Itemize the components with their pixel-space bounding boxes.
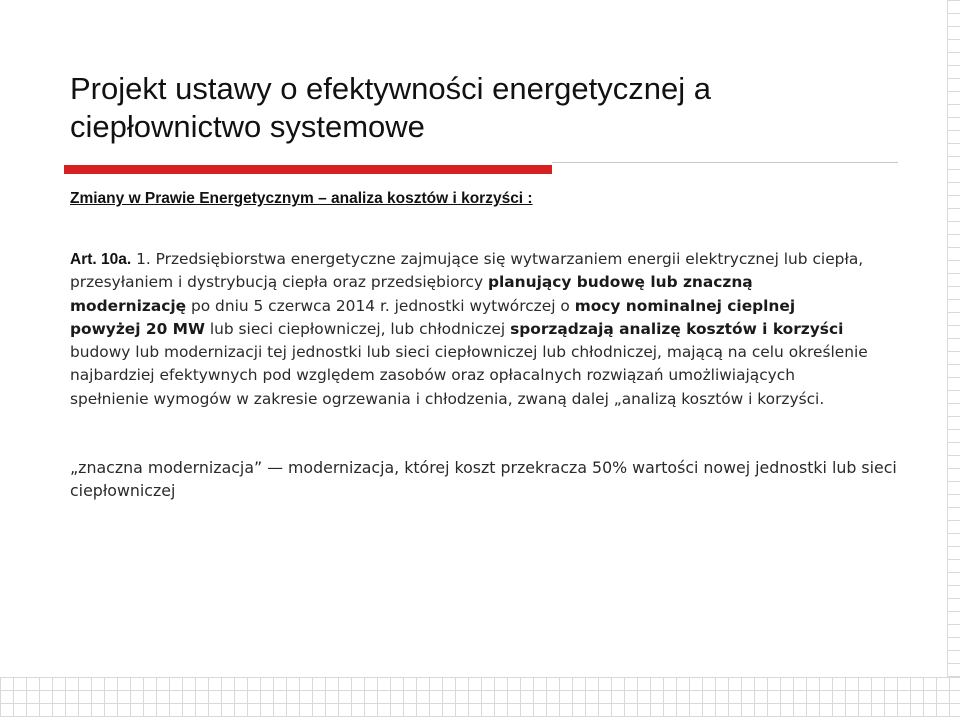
slide-title-line-1: Projekt ustawy o efektywności energetycznej a (70, 71, 711, 106)
grid-pattern-bottom (0, 677, 960, 717)
article-segment-2: po dniu 5 czerwca 2014 r. jednostki wytwórczej o (186, 296, 575, 315)
slide-title (70, 70, 920, 146)
definition-text: „znaczna modernizacja” — modernizacja, której koszt przekracza 50% wartości nowej jednostki lub sieci ciepłowniczej (70, 458, 897, 500)
article-segment-1: 1. Przedsiębiorstwa energetyczne zajmujące się wytwarzaniem energii elektrycznej lub ciepła, przesyłaniem i dystrybucją ciepła oraz przedsiębiorcy (70, 250, 864, 292)
slide-title-line-2: ciepłownictwo systemowe (70, 109, 425, 144)
grid-pattern-right (947, 0, 960, 717)
article-segment-4: budowy lub modernizacji tej jednostki lub sieci ciepłowniczej lub chłodniczej, mającą na celu określenie najbardziej efektywnych pod względem zasobów oraz opłacalnych rozwiązań umożliwiających spełnienie wymogów w zakresie ogrzewania i chłodzenia, zwaną dalej „analizą kosztów i korzyści. (70, 343, 868, 408)
article-bold-2: mocy nominalnej cieplnej powyżej 20 MW (70, 296, 796, 338)
article-number: Art. 10a. (70, 251, 132, 268)
section-subtitle: Zmiany w Prawie Energetycznym – analiza kosztów i korzyści : (70, 190, 533, 207)
article-bold-3: sporządzają analizę kosztów i korzyści (510, 319, 844, 338)
title-accent-bar (64, 165, 552, 174)
article-text (70, 248, 870, 411)
article-bold-1: planujący budowę lub znaczną modernizację (70, 273, 753, 315)
title-divider-line (552, 162, 898, 163)
article-segment-3: lub sieci ciepłowniczej, lub chłodniczej (204, 319, 511, 338)
